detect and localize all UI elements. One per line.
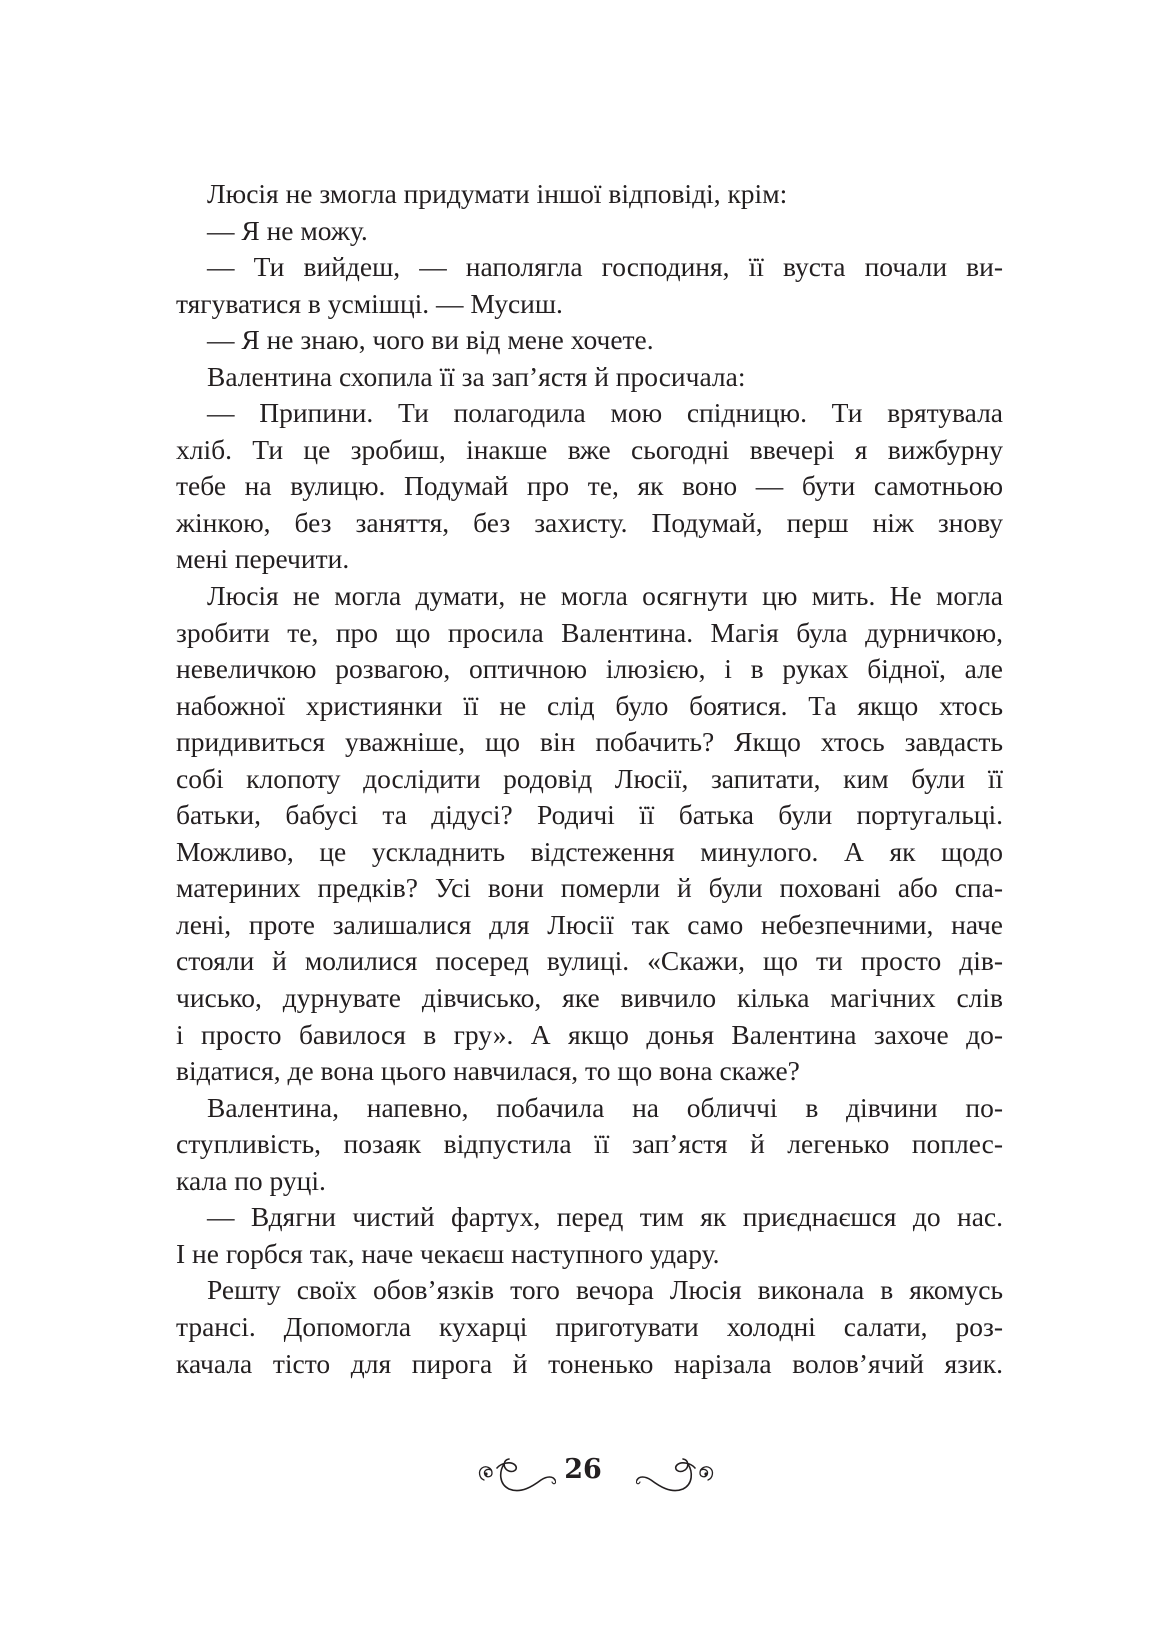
text-line: кала по руці. bbox=[176, 1164, 326, 1196]
text-line: відатися, де вона цього навчилася, то що вона скаже? bbox=[176, 1055, 800, 1087]
text-line: хліб. Ти це зробиш, інакше вже сьогодні ввечері я вижбурну bbox=[176, 433, 1003, 465]
text-line: тягуватися в усмішці. — Мусиш. bbox=[176, 287, 563, 319]
body-text bbox=[176, 176, 1003, 1382]
text-line: — Ти вийдеш, — наполягла господиня, її вуста почали ви- bbox=[207, 251, 1003, 283]
text-line: Решту своїх обов’язків того вечора Люсія виконала в якомусь bbox=[207, 1274, 1003, 1306]
text-line: зробити те, про що просила Валентина. Магія була дурничкою, bbox=[176, 616, 1003, 648]
text-line: ступливість, позаяк відпустила її зап’ястя й легенько поплес- bbox=[176, 1128, 1003, 1160]
text-line: материних предків? Усі вони померли й були поховані або спа- bbox=[176, 872, 1003, 904]
flourish-left-icon bbox=[477, 1456, 572, 1496]
text-line: — Вдягни чистий фартух, перед тим як приєднаєшся до нас. bbox=[207, 1201, 1003, 1233]
text-line: трансі. Допомогла кухарці приготувати холодні салати, роз- bbox=[176, 1310, 1003, 1342]
text-line: придивиться уважніше, що він побачить? Якщо хтось завдасть bbox=[176, 726, 1003, 758]
text-line: чисько, дурнувате дівчисько, яке вивчило кілька магічних слів bbox=[176, 982, 1003, 1014]
text-line: набожної християнки її не слід було боятися. Та якщо хтось bbox=[176, 689, 1003, 721]
text-line: тебе на вулицю. Подумай про те, як воно — бути самотньою bbox=[176, 470, 1003, 502]
text-line: і просто бавилося в гру». А якщо донья Валентина захоче до- bbox=[176, 1018, 1003, 1050]
text-line: качала тісто для пирога й тоненько нарізала волов’ячий язик. bbox=[176, 1347, 1003, 1379]
text-line: — Я не можу. bbox=[207, 214, 368, 246]
text-line: собі клопоту дослідити родовід Люсії, запитати, ким були її bbox=[176, 762, 1003, 794]
text-line: батьки, бабусі та дідусі? Родичі її батька були португальці. bbox=[176, 799, 1003, 831]
page-footer bbox=[0, 1448, 1166, 1508]
text-line: лені, проте залишалися для Люсії так само небезпечними, наче bbox=[176, 908, 1003, 940]
text-line: Люсія не змогла придумати іншої відповіді, крім: bbox=[207, 178, 788, 209]
text-line: стояли й молилися посеред вулиці. «Скажи, що ти просто дів- bbox=[176, 945, 1003, 977]
text-line: — Припини. Ти полагодила мою спідницю. Ти врятувала bbox=[207, 397, 1003, 429]
text-line: Люсія не могла думати, не могла осягнути цю мить. Не могла bbox=[207, 580, 1003, 612]
text-line: І не горбся так, наче чекаєш наступного удару. bbox=[176, 1237, 720, 1269]
text-line: жінкою, без заняття, без захисту. Подумай, перш ніж знову bbox=[176, 506, 1003, 538]
text-line: мені перечити. bbox=[176, 543, 350, 575]
flourish-right-icon bbox=[620, 1456, 715, 1496]
text-line: Валентина, напевно, побачила на обличчі в дівчини по- bbox=[207, 1091, 1003, 1123]
text-line: Валентина схопила її за зап’ястя й просичала: bbox=[207, 360, 746, 392]
text-line: Можливо, це ускладнить відстеження минулого. А як щодо bbox=[176, 835, 1003, 867]
page-number: 26 bbox=[564, 1454, 602, 1485]
text-line: невеличкою розвагою, оптичною ілюзією, і в руках бідної, але bbox=[176, 653, 1003, 685]
text-line: — Я не знаю, чого ви від мене хочете. bbox=[207, 324, 654, 356]
